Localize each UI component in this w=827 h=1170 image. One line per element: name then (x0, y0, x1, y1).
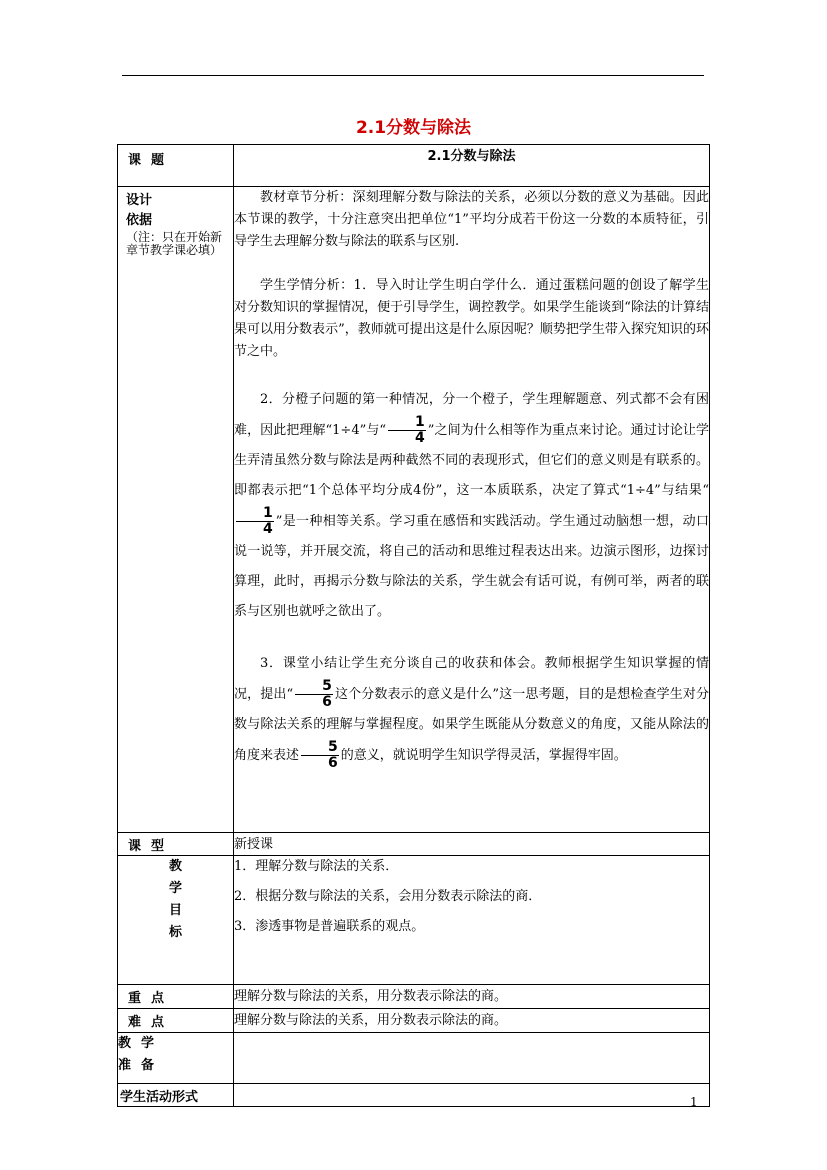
fraction-one-quarter (236, 506, 274, 537)
fraction-one-quarter (388, 415, 426, 446)
basis-paragraph-2: 学生学情分析：1．导入时让学生明白学什么．通过蛋糕问题的创设了解学生对分数知识的掌握情况，便于引导学生，调控教学。如果学生能谈到“除法的计算结果可以用分数表示”，教师就可提出这是什么原因呢？顺势把学生带入探究知识的环节之中。 (234, 278, 709, 359)
key-label-cell (118, 985, 234, 1009)
basis-paragraph-1: 教材章节分析：深刻理解分数与除法的关系，必须以分数的意义为基础。因此本节课的教学，十分注意突出把单位“1”平均分成若干份这一分数的本质特征，引导学生去理解分数与除法的联系与区别. (234, 190, 709, 249)
goal-label-cell (118, 856, 234, 985)
basis-content (234, 187, 710, 833)
p3-text-b: ”之间为什么相等作为重点来讨论。通过讨论让学生弄清虽然分数与除法是两种截然不同的表现形式，但它们的意义则是有联系的。即都表示把“1个总体平均分成4份”，这一本质联系，决定了算式“1÷4”与结果“ (234, 423, 709, 498)
form-label-cell (118, 1084, 234, 1107)
fraction-five-sixths (301, 740, 339, 771)
basis-paragraph-4 (234, 649, 709, 771)
p4-text-b: 这个分数表示的意义是什么”这一思考题，目的是想检查学生对分数与除法关系的理解与掌握程度。如果学生既能从分数意义的角度，又能从除法的角度来表述 (234, 687, 709, 763)
fraction-numerator: 1 (388, 415, 426, 431)
goal-item: 2．根据分数与除法的关系，会用分数表示除法的商． (234, 889, 542, 904)
prep-value (234, 1033, 710, 1084)
row-teaching-goals (118, 856, 710, 985)
fraction-five-sixths (295, 679, 333, 710)
type-label-cell (118, 833, 234, 856)
lesson-plan-table (117, 144, 710, 1107)
fraction-denominator: 4 (415, 430, 425, 446)
difficulty-label-cell (118, 1009, 234, 1033)
basis-label-1: 设计 (126, 193, 153, 208)
basis-label-cell (118, 187, 234, 833)
row-topic (118, 145, 710, 187)
basis-note: （注：只在开始新章节教学课必填） (126, 230, 223, 257)
row-teaching-prep (118, 1033, 710, 1084)
goal-label-char: 教 (168, 859, 182, 874)
fraction-numerator: 1 (236, 506, 274, 522)
prep-label-1: 教学 (118, 1036, 165, 1051)
header-rule (122, 75, 704, 76)
row-key-point (118, 985, 710, 1009)
row-design-basis (118, 187, 710, 833)
basis-label-2: 依据 (126, 213, 153, 228)
type-value: 新授课 (234, 833, 710, 856)
difficulty-label: 难点 (128, 1015, 175, 1030)
p3-text-c: ”是一种相等关系。学习重在感悟和实践活动。学生通过动脑想一想，动口说一说等，并开展交流，将自己的活动和思维过程表达出来。边演示图形，边探讨算理，此时，再揭示分数与除法的关系，学生就会有话可说，有例可举，两者的联系与区别也就呼之欲出了。 (234, 514, 709, 619)
row-activity-form (118, 1084, 710, 1107)
basis-paragraph-3 (234, 385, 709, 627)
fraction-numerator: 5 (295, 679, 333, 695)
goal-item: 3．渗透事物是普遍联系的观点。 (234, 919, 425, 934)
form-value (234, 1084, 710, 1107)
prep-label-2: 准备 (118, 1058, 165, 1073)
goals-list (234, 856, 710, 985)
p4-text-a: 3．课堂小结让学生充分谈自己的收获和体会。教师根据学生知识掌握的情况，提出“ (234, 656, 709, 702)
fraction-denominator: 4 (263, 521, 273, 537)
fraction-numerator: 5 (301, 740, 339, 756)
row-difficulty (118, 1009, 710, 1033)
goal-label-char: 标 (168, 925, 182, 940)
key-value: 理解分数与除法的关系，用分数表示除法的商。 (234, 985, 710, 1009)
p3-text-a: 2．分橙子问题的第一种情况，分一个橙子，学生理解题意、列式都不会有困难，因此把理解“1÷4”与“ (234, 392, 709, 438)
topic-label: 课题 (128, 153, 175, 168)
form-label: 学生活动形式 (120, 1090, 199, 1105)
key-label: 重点 (128, 991, 175, 1006)
page-number: 1 (690, 1095, 698, 1109)
fraction-denominator: 6 (322, 694, 332, 710)
difficulty-value: 理解分数与除法的关系，用分数表示除法的商。 (234, 1009, 710, 1033)
row-lesson-type (118, 833, 710, 856)
goal-label-char: 学 (168, 881, 182, 896)
fraction-denominator: 6 (328, 755, 338, 771)
goal-label-char: 目 (168, 903, 182, 918)
goal-item: 1．理解分数与除法的关系． (234, 859, 399, 874)
type-label: 课型 (128, 839, 175, 854)
topic-value: 2.1分数与除法 (234, 145, 710, 187)
topic-label-cell (118, 145, 234, 187)
page-title: 2.1分数与除法 (355, 118, 472, 138)
p4-text-c: 的意义，就说明学生知识学得灵活，掌握得牢固。 (340, 748, 627, 763)
prep-label-cell (118, 1033, 234, 1084)
